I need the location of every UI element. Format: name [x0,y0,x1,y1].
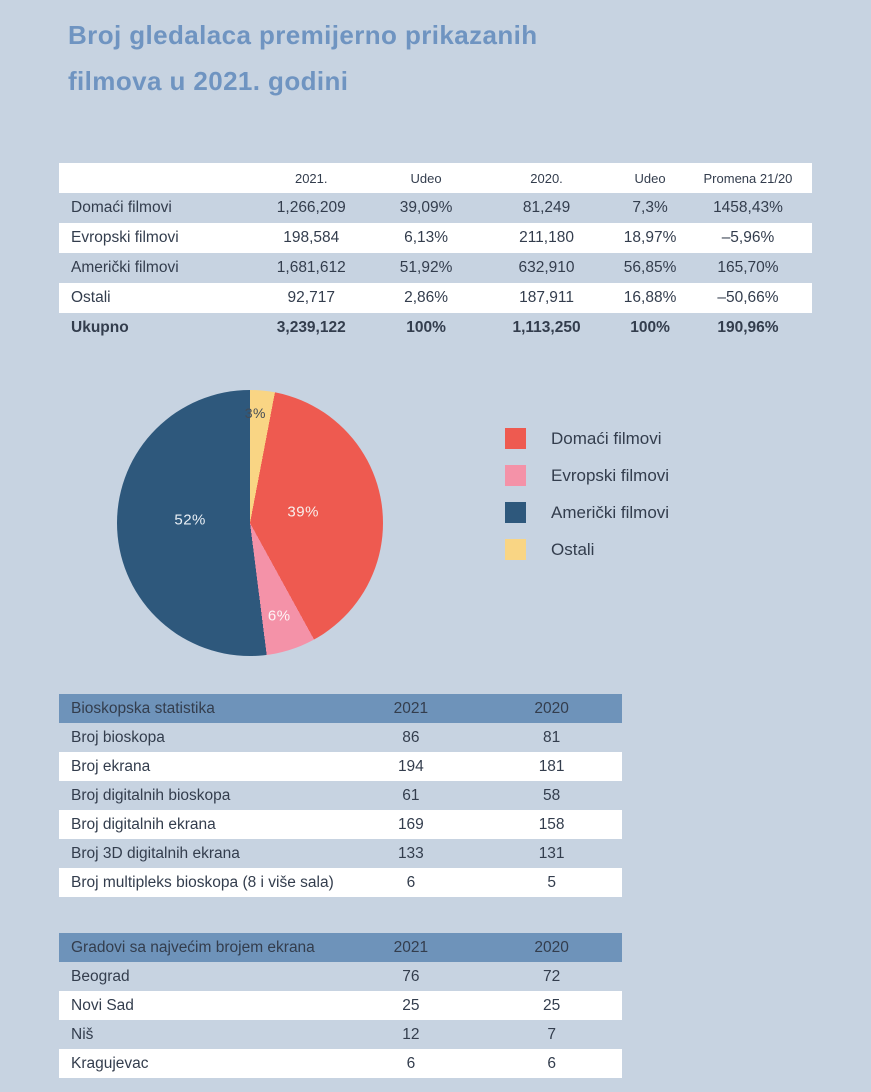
row-label: Novi Sad [71,996,134,1014]
cell-value: 61 [402,786,420,804]
cell-value: 5 [547,873,556,891]
table-title: Gradovi sa najvećim brojem ekrana [71,938,315,956]
page-title-line2: filmova u 2021. godini [68,66,349,96]
cell-value: 198,584 [283,229,340,246]
row-label: Broj digitalnih ekrana [71,815,216,833]
header-2021: 2021. [294,170,328,186]
table-row [59,991,622,1020]
cell-value: 158 [538,815,565,833]
header-udeo-1: Udeo [410,170,442,186]
header-2021: 2021 [393,938,429,956]
cell-value: 1,113,250 [512,319,581,336]
cinema-table-header-row [59,694,622,723]
table-row-americki [59,253,812,283]
header-udeo-2: Udeo [634,170,666,186]
cell-value: 131 [538,844,565,862]
cell-value: 133 [397,844,424,862]
cell-value: 81 [543,728,561,746]
header-promena: Promena 21/20 [703,170,793,186]
table-row [59,810,622,839]
row-label: Ostali [71,289,111,306]
table-row [59,868,622,897]
cell-value: 39,09% [399,199,453,216]
cell-value: 25 [543,996,561,1014]
cinema-statistics-table [59,694,622,897]
table-row-domaci [59,193,812,223]
header-2020: 2020 [534,699,569,717]
cell-value: 1458,43% [713,199,783,216]
cell-value: –5,96% [721,229,775,246]
pie-label-americki: 52% [174,511,206,529]
cell-value: 72 [543,967,561,985]
cell-value: 2,86% [404,289,449,306]
cell-value: 100% [630,319,670,336]
row-label: Broj ekrana [71,757,151,775]
pie-label-ostali: 3% [244,404,266,421]
pie-chart [117,390,383,656]
row-label: Domaći filmovi [71,199,172,216]
cell-value: 1,681,612 [276,259,346,276]
row-label: Broj digitalnih bioskopa [71,786,231,804]
table-row [59,1020,622,1049]
cell-value: 165,70% [717,259,779,276]
pie-chart-container [117,390,383,656]
page-title [68,12,708,104]
table-title: Bioskopska statistika [71,699,215,717]
pie-label-evropski: 6% [267,607,291,625]
films-table-header-row [59,163,812,193]
legend-swatch-americki [505,502,526,523]
cell-value: 169 [397,815,424,833]
row-label: Beograd [71,967,130,985]
cell-value: 56,85% [623,259,677,276]
legend-swatch-evropski [505,465,526,486]
cell-value: 3,239,122 [276,319,346,336]
table-row [59,962,622,991]
cell-value: 7,3% [632,199,668,216]
page-title-line1: Broj gledalaca premijerno prikazanih [68,20,538,50]
cell-value: 1,266,209 [276,199,346,216]
cell-value: –50,66% [717,289,779,306]
cell-value: 211,180 [519,229,574,246]
cell-value: 6,13% [404,229,449,246]
legend-swatch-domaci [505,428,526,449]
cell-value: 12 [402,1025,420,1043]
row-label: Evropski filmovi [71,229,179,246]
cell-value: 76 [402,967,420,985]
row-label: Ukupno [71,319,129,336]
table-row [59,781,622,810]
cell-value: 51,92% [399,259,453,276]
cell-value: 7 [547,1025,556,1043]
row-label: Niš [71,1025,94,1043]
legend-swatch-ostali [505,539,526,560]
cell-value: 187,911 [519,289,574,306]
legend-label: Američki filmovi [551,502,670,522]
header-2021: 2021 [393,699,429,717]
cell-value: 632,910 [518,259,575,276]
legend-item-evropski [505,465,669,486]
cell-value: 6 [547,1054,556,1072]
table-row-total [59,313,812,343]
legend-label: Domaći filmovi [551,428,662,448]
cell-value: 58 [543,786,561,804]
cell-value: 18,97% [623,229,677,246]
row-label: Broj multipleks bioskopa (8 i više sala) [71,873,334,891]
table-row [59,839,622,868]
row-label: Broj bioskopa [71,728,165,746]
cell-value: 81,249 [522,199,571,216]
header-blank [59,163,247,193]
cell-value: 6 [406,1054,416,1072]
cell-value: 86 [402,728,420,746]
films-viewers-table [59,163,812,343]
cell-value: 190,96% [717,319,779,336]
pie-label-domaci: 39% [287,503,319,521]
table-row [59,723,622,752]
cell-value: 6 [406,873,416,891]
cities-screens-table [59,933,622,1078]
cities-table-header-row [59,933,622,962]
legend-item-americki [505,502,669,523]
cell-value: 181 [538,757,565,775]
legend-item-domaci [505,428,669,449]
legend-label: Evropski filmovi [551,465,670,485]
table-row-evropski [59,223,812,253]
legend-label: Ostali [551,539,595,559]
header-2020: 2020 [534,938,569,956]
cell-value: 194 [397,757,424,775]
table-row [59,1049,622,1078]
row-label: Kragujevac [71,1054,149,1072]
pie-legend [505,428,669,576]
row-label: Američki filmovi [71,259,179,276]
row-label: Broj 3D digitalnih ekrana [71,844,240,862]
table-row [59,752,622,781]
cell-value: 100% [406,319,446,336]
table-row-ostali [59,283,812,313]
header-2020: 2020. [530,170,563,186]
cell-value: 92,717 [287,289,335,306]
legend-item-ostali [505,539,669,560]
cell-value: 16,88% [623,289,677,306]
cell-value: 25 [402,996,420,1014]
